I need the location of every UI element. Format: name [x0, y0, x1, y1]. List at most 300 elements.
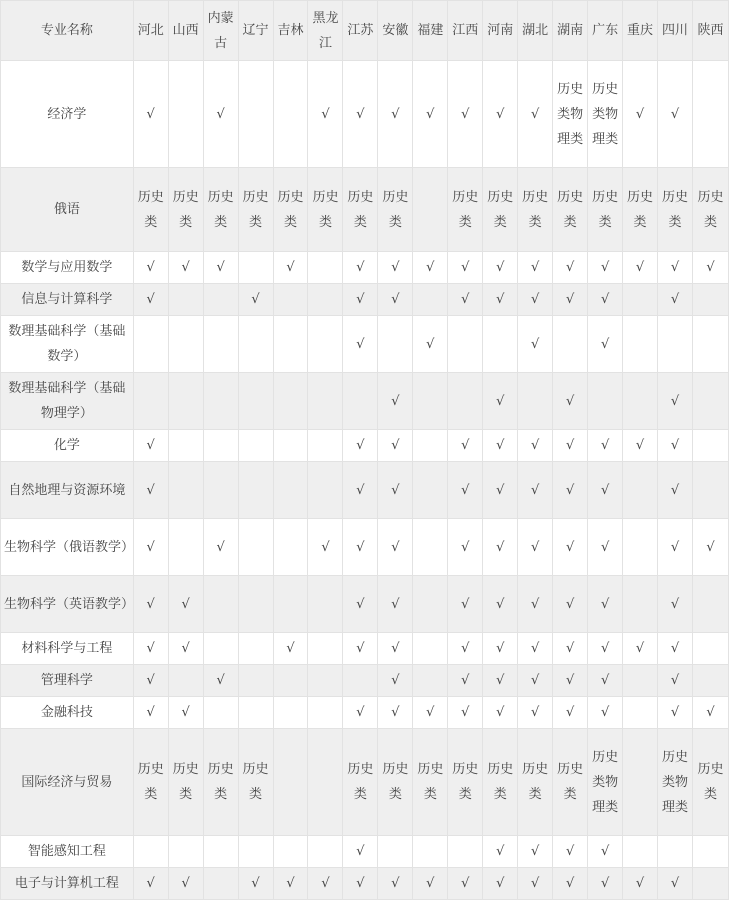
header-province: 广东 — [588, 1, 623, 61]
table-row — [1, 284, 729, 316]
province-cell — [308, 316, 343, 373]
province-cell — [343, 373, 378, 430]
province-cell — [623, 519, 658, 576]
province-cell — [378, 836, 413, 868]
province-cell — [623, 576, 658, 633]
province-cell: √ — [588, 665, 623, 697]
province-cell: √ — [133, 697, 168, 729]
table-row — [1, 633, 729, 665]
province-cell: √ — [343, 633, 378, 665]
province-cell: √ — [553, 633, 588, 665]
table-row — [1, 316, 729, 373]
province-cell — [308, 252, 343, 284]
province-cell — [273, 836, 308, 868]
province-cell — [168, 373, 203, 430]
province-cell: 历史类 — [518, 168, 553, 252]
province-cell: 历史类物理类 — [588, 729, 623, 836]
table-row — [1, 729, 729, 836]
province-cell: √ — [413, 697, 448, 729]
province-cell: 历史类 — [133, 729, 168, 836]
province-cell: 历史类 — [448, 168, 483, 252]
province-cell: √ — [483, 836, 518, 868]
province-cell: √ — [518, 252, 553, 284]
table-row — [1, 61, 729, 168]
province-cell: 历史类 — [168, 168, 203, 252]
province-cell — [168, 665, 203, 697]
table-row — [1, 836, 729, 868]
province-cell: √ — [483, 576, 518, 633]
header-province: 湖北 — [518, 1, 553, 61]
province-cell — [133, 316, 168, 373]
province-cell: √ — [378, 373, 413, 430]
province-cell: 历史类 — [553, 168, 588, 252]
province-cell — [273, 430, 308, 462]
province-cell — [238, 316, 273, 373]
province-cell: 历史类 — [343, 168, 378, 252]
major-name-cell: 俄语 — [1, 168, 134, 252]
province-cell — [273, 519, 308, 576]
province-cell — [692, 316, 728, 373]
province-cell: √ — [448, 519, 483, 576]
province-cell — [203, 284, 238, 316]
province-cell: 历史类 — [133, 168, 168, 252]
province-cell: 历史类 — [203, 168, 238, 252]
province-cell: √ — [273, 633, 308, 665]
province-cell: √ — [343, 519, 378, 576]
province-cell: √ — [308, 61, 343, 168]
province-cell: √ — [588, 316, 623, 373]
province-cell: √ — [588, 430, 623, 462]
province-cell: √ — [553, 576, 588, 633]
province-cell: 历史类 — [308, 168, 343, 252]
province-cell: √ — [658, 462, 693, 519]
province-cell — [658, 836, 693, 868]
major-name-cell: 材料科学与工程 — [1, 633, 134, 665]
province-cell — [378, 316, 413, 373]
province-cell — [203, 836, 238, 868]
province-cell — [308, 373, 343, 430]
province-cell: √ — [658, 430, 693, 462]
province-cell — [133, 836, 168, 868]
province-cell: √ — [588, 462, 623, 519]
province-cell — [203, 633, 238, 665]
province-cell: √ — [658, 697, 693, 729]
province-cell: √ — [133, 633, 168, 665]
major-name-cell: 金融科技 — [1, 697, 134, 729]
province-cell: √ — [133, 576, 168, 633]
province-cell — [308, 462, 343, 519]
province-cell — [413, 633, 448, 665]
province-cell — [168, 61, 203, 168]
province-cell: √ — [273, 252, 308, 284]
province-cell: 历史类物理类 — [588, 61, 623, 168]
province-cell — [168, 316, 203, 373]
province-cell: √ — [343, 462, 378, 519]
header-province: 内蒙古 — [203, 1, 238, 61]
province-cell: √ — [133, 462, 168, 519]
province-cell: √ — [378, 252, 413, 284]
province-cell — [692, 868, 728, 900]
province-cell: √ — [658, 373, 693, 430]
province-cell: √ — [168, 252, 203, 284]
province-cell — [623, 697, 658, 729]
province-cell: √ — [692, 697, 728, 729]
province-cell: √ — [378, 61, 413, 168]
major-name-cell: 数学与应用数学 — [1, 252, 134, 284]
province-cell: 历史类 — [168, 729, 203, 836]
province-cell — [413, 836, 448, 868]
province-cell: 历史类 — [553, 729, 588, 836]
province-cell: √ — [658, 868, 693, 900]
province-cell: √ — [413, 252, 448, 284]
province-cell: √ — [658, 576, 693, 633]
province-cell: √ — [448, 61, 483, 168]
province-cell: √ — [448, 868, 483, 900]
province-cell: √ — [623, 430, 658, 462]
province-cell — [203, 868, 238, 900]
province-cell — [623, 836, 658, 868]
province-cell: √ — [133, 519, 168, 576]
province-cell: √ — [518, 697, 553, 729]
province-cell — [623, 373, 658, 430]
province-cell: √ — [623, 633, 658, 665]
header-province: 河北 — [133, 1, 168, 61]
province-cell: 历史类 — [692, 168, 728, 252]
major-name-cell: 智能感知工程 — [1, 836, 134, 868]
province-cell: √ — [343, 252, 378, 284]
province-cell — [692, 430, 728, 462]
province-cell: 历史类 — [413, 729, 448, 836]
header-province: 陕西 — [692, 1, 728, 61]
province-cell: √ — [483, 633, 518, 665]
province-cell: √ — [518, 633, 553, 665]
province-cell — [203, 316, 238, 373]
province-cell — [168, 836, 203, 868]
province-cell — [588, 373, 623, 430]
province-cell: 历史类物理类 — [658, 729, 693, 836]
province-cell: √ — [448, 430, 483, 462]
province-cell: √ — [553, 284, 588, 316]
header-province: 江西 — [448, 1, 483, 61]
header-province: 黑龙江 — [308, 1, 343, 61]
province-cell: √ — [133, 61, 168, 168]
province-cell: 历史类 — [238, 168, 273, 252]
province-cell: √ — [588, 697, 623, 729]
province-cell — [692, 373, 728, 430]
header-province: 湖南 — [553, 1, 588, 61]
province-cell: √ — [378, 697, 413, 729]
province-cell: √ — [518, 836, 553, 868]
province-cell: √ — [553, 373, 588, 430]
province-cell: √ — [658, 61, 693, 168]
table-row — [1, 697, 729, 729]
major-name-cell: 国际经济与贸易 — [1, 729, 134, 836]
province-cell: √ — [658, 633, 693, 665]
province-cell — [413, 284, 448, 316]
province-cell — [308, 729, 343, 836]
province-cell — [413, 665, 448, 697]
province-cell: √ — [133, 430, 168, 462]
table-row — [1, 665, 729, 697]
major-name-cell: 经济学 — [1, 61, 134, 168]
province-cell — [238, 61, 273, 168]
province-cell — [273, 697, 308, 729]
province-cell: √ — [588, 633, 623, 665]
table-row — [1, 576, 729, 633]
province-cell: √ — [343, 576, 378, 633]
province-cell — [238, 633, 273, 665]
province-cell: √ — [448, 462, 483, 519]
province-cell — [203, 576, 238, 633]
province-cell: √ — [553, 430, 588, 462]
province-cell — [238, 430, 273, 462]
province-cell — [413, 168, 448, 252]
province-cell — [238, 462, 273, 519]
province-cell: √ — [588, 868, 623, 900]
province-cell: √ — [553, 836, 588, 868]
province-cell: √ — [588, 284, 623, 316]
table-row — [1, 252, 729, 284]
province-cell: √ — [553, 519, 588, 576]
province-cell: √ — [623, 868, 658, 900]
province-cell: 历史类 — [623, 168, 658, 252]
province-cell — [692, 576, 728, 633]
province-cell: √ — [238, 284, 273, 316]
province-cell: √ — [378, 284, 413, 316]
province-cell — [623, 284, 658, 316]
province-cell: √ — [203, 252, 238, 284]
province-cell: √ — [623, 61, 658, 168]
province-cell — [448, 316, 483, 373]
major-name-cell: 管理科学 — [1, 665, 134, 697]
province-cell: √ — [203, 665, 238, 697]
province-cell — [623, 729, 658, 836]
header-province: 河南 — [483, 1, 518, 61]
header-province: 吉林 — [273, 1, 308, 61]
province-cell: √ — [553, 665, 588, 697]
province-cell — [623, 316, 658, 373]
province-cell: √ — [378, 576, 413, 633]
province-cell: √ — [378, 633, 413, 665]
province-cell: √ — [518, 284, 553, 316]
header-province: 福建 — [413, 1, 448, 61]
province-cell: √ — [448, 633, 483, 665]
province-cell: √ — [343, 836, 378, 868]
province-cell: √ — [343, 284, 378, 316]
province-cell: √ — [483, 373, 518, 430]
province-cell: √ — [483, 252, 518, 284]
province-cell: √ — [588, 252, 623, 284]
province-cell: 历史类 — [588, 168, 623, 252]
province-cell: √ — [343, 316, 378, 373]
province-cell: 历史类 — [238, 729, 273, 836]
province-cell — [308, 633, 343, 665]
province-cell: √ — [623, 252, 658, 284]
province-cell: √ — [133, 868, 168, 900]
province-cell — [308, 430, 343, 462]
province-cell: √ — [168, 697, 203, 729]
header-province: 山西 — [168, 1, 203, 61]
header-province: 四川 — [658, 1, 693, 61]
province-cell — [238, 373, 273, 430]
province-cell — [692, 836, 728, 868]
province-cell: √ — [448, 284, 483, 316]
province-cell: √ — [168, 633, 203, 665]
province-cell: 历史类 — [273, 168, 308, 252]
province-cell — [273, 284, 308, 316]
province-cell: √ — [483, 462, 518, 519]
province-cell — [483, 316, 518, 373]
province-cell — [273, 462, 308, 519]
province-cell — [308, 697, 343, 729]
province-cell — [273, 729, 308, 836]
province-cell — [448, 836, 483, 868]
table-row — [1, 168, 729, 252]
province-cell — [692, 61, 728, 168]
province-cell: 历史类 — [658, 168, 693, 252]
province-cell — [238, 576, 273, 633]
province-cell: √ — [378, 665, 413, 697]
province-cell: √ — [448, 665, 483, 697]
province-cell — [308, 665, 343, 697]
province-cell — [623, 462, 658, 519]
province-cell: √ — [448, 697, 483, 729]
province-cell — [238, 665, 273, 697]
province-cell: √ — [518, 868, 553, 900]
province-cell: √ — [448, 252, 483, 284]
province-cell: √ — [238, 868, 273, 900]
province-cell — [203, 430, 238, 462]
province-cell: √ — [378, 519, 413, 576]
province-cell: √ — [692, 519, 728, 576]
province-cell: √ — [413, 316, 448, 373]
province-cell: √ — [308, 519, 343, 576]
province-cell: 历史类物理类 — [553, 61, 588, 168]
province-cell — [273, 373, 308, 430]
table-row — [1, 519, 729, 576]
province-cell — [203, 373, 238, 430]
province-cell: √ — [343, 868, 378, 900]
province-cell: √ — [378, 462, 413, 519]
province-cell — [238, 519, 273, 576]
major-name-cell: 数理基础科学（基础数学） — [1, 316, 134, 373]
header-row — [1, 1, 729, 61]
province-cell: √ — [483, 61, 518, 168]
table-row — [1, 868, 729, 900]
province-cell — [413, 519, 448, 576]
province-cell — [413, 430, 448, 462]
province-cell: √ — [448, 576, 483, 633]
province-cell — [448, 373, 483, 430]
province-cell: √ — [483, 284, 518, 316]
province-cell: √ — [553, 868, 588, 900]
major-name-cell: 电子与计算机工程 — [1, 868, 134, 900]
province-cell: √ — [588, 576, 623, 633]
province-cell: √ — [203, 519, 238, 576]
province-cell: √ — [553, 252, 588, 284]
province-cell — [273, 576, 308, 633]
province-cell: √ — [588, 519, 623, 576]
province-cell — [518, 373, 553, 430]
province-cell: √ — [343, 430, 378, 462]
province-cell: √ — [133, 252, 168, 284]
province-cell — [273, 316, 308, 373]
province-cell — [238, 836, 273, 868]
province-cell: √ — [308, 868, 343, 900]
province-cell: √ — [588, 836, 623, 868]
province-cell — [203, 462, 238, 519]
province-cell — [692, 665, 728, 697]
province-cell: 历史类 — [343, 729, 378, 836]
header-province: 重庆 — [623, 1, 658, 61]
province-cell — [133, 373, 168, 430]
province-cell: √ — [413, 868, 448, 900]
province-cell: √ — [483, 430, 518, 462]
province-cell — [168, 519, 203, 576]
province-cell — [238, 252, 273, 284]
province-cell: √ — [343, 61, 378, 168]
province-cell — [308, 576, 343, 633]
province-cell: √ — [168, 576, 203, 633]
province-cell: √ — [518, 576, 553, 633]
province-cell — [168, 462, 203, 519]
province-cell — [273, 665, 308, 697]
province-cell — [238, 697, 273, 729]
province-cell: 历史类 — [518, 729, 553, 836]
province-cell — [343, 665, 378, 697]
province-cell: √ — [658, 519, 693, 576]
province-cell — [413, 576, 448, 633]
province-cell: √ — [518, 519, 553, 576]
province-cell — [168, 284, 203, 316]
province-cell: 历史类 — [483, 729, 518, 836]
province-cell: √ — [483, 665, 518, 697]
header-province: 安徽 — [378, 1, 413, 61]
province-cell: √ — [658, 284, 693, 316]
province-cell: √ — [378, 430, 413, 462]
table-row — [1, 462, 729, 519]
province-cell — [168, 430, 203, 462]
province-cell: 历史类 — [378, 729, 413, 836]
province-cell: √ — [203, 61, 238, 168]
province-cell — [413, 373, 448, 430]
province-cell — [692, 284, 728, 316]
province-cell: √ — [483, 697, 518, 729]
province-cell: √ — [413, 61, 448, 168]
major-name-cell: 生物科学（英语教学） — [1, 576, 134, 633]
province-cell — [692, 462, 728, 519]
major-name-cell: 数理基础科学（基础物理学） — [1, 373, 134, 430]
province-cell — [553, 316, 588, 373]
province-cell: √ — [518, 430, 553, 462]
province-cell: √ — [133, 665, 168, 697]
province-cell — [203, 697, 238, 729]
header-province: 江苏 — [343, 1, 378, 61]
province-cell — [273, 61, 308, 168]
province-cell: √ — [518, 61, 553, 168]
province-cell — [308, 284, 343, 316]
province-cell: 历史类 — [692, 729, 728, 836]
province-cell — [658, 316, 693, 373]
province-cell — [413, 462, 448, 519]
major-name-cell: 化学 — [1, 430, 134, 462]
province-cell: √ — [378, 868, 413, 900]
province-cell: 历史类 — [483, 168, 518, 252]
province-cell: √ — [483, 519, 518, 576]
province-cell: √ — [553, 462, 588, 519]
province-cell: 历史类 — [448, 729, 483, 836]
province-cell: 历史类 — [203, 729, 238, 836]
